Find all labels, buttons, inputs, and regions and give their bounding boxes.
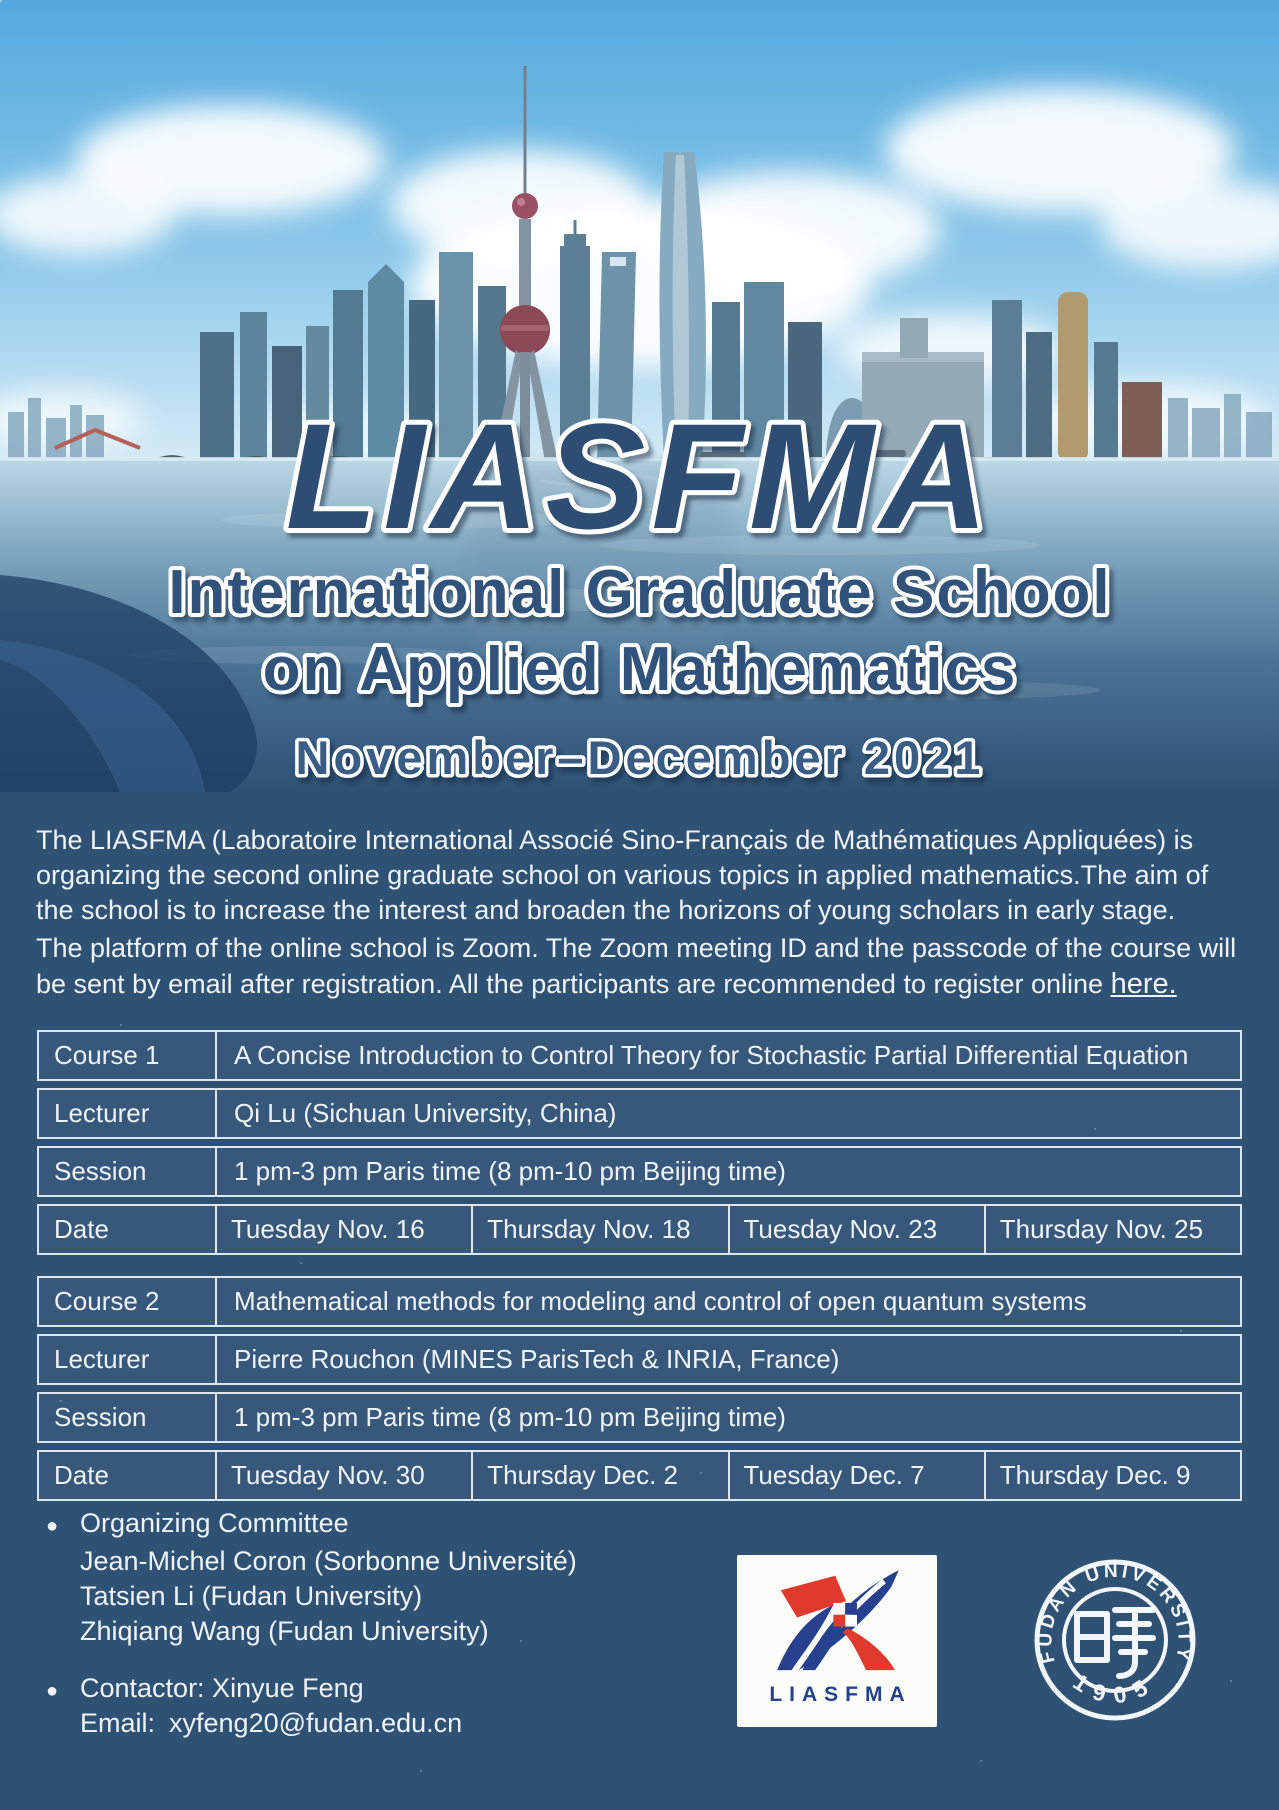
- fudan-university-seal: [1033, 1558, 1197, 1722]
- intro-paragraph-1: The LIASFMA (Laboratoire International Associé Sino-Français de Mathématiques Appliquées) is organizing the second online graduate school on various topics in applied mathematics.The aim of the school is to increase the interest and broaden the horizons of young scholars in early stage.: [36, 825, 1209, 925]
- lecturer-label: Lecturer: [39, 1090, 217, 1137]
- intro-paragraph-2: [36, 930, 1245, 1002]
- hero-image: [0, 0, 1279, 792]
- background-speckles: [0, 0, 2, 2]
- fudan-seal-year: 1905: [1068, 1668, 1162, 1709]
- table-row: [37, 1276, 1242, 1327]
- committee-member: Tatsien Li (Fudan University): [80, 1581, 423, 1611]
- lecturer-value: Pierre Rouchon (MINES ParisTech & INRIA, France): [234, 1344, 840, 1374]
- session-value: 1 pm-3 pm Paris time (8 pm-10 pm Beijing time): [234, 1156, 786, 1186]
- fudan-seal-icon: [1033, 1558, 1197, 1722]
- committee-heading: Organizing Committee: [80, 1508, 349, 1538]
- email-label: Email:: [80, 1708, 156, 1738]
- table-row: [37, 1334, 1242, 1385]
- date-cell: Thursday Dec. 9: [984, 1452, 1240, 1499]
- poster-dates-line: November–December 2021: [295, 731, 985, 784]
- fudan-seal-top-text: FUDAN UNIVERSITY: [1035, 1560, 1195, 1666]
- skyline-illustration: [0, 0, 1279, 792]
- svg-text:1905: [1068, 1668, 1161, 1708]
- session-value: 1 pm-3 pm Paris time (8 pm-10 pm Beijing time): [234, 1402, 786, 1432]
- fudan-seal-glyph: [1077, 1610, 1153, 1676]
- table-row: [37, 1030, 1242, 1081]
- course-label: Course 2: [39, 1278, 217, 1325]
- course-title: Mathematical methods for modeling and control of open quantum systems: [234, 1286, 1087, 1316]
- table-row-dates: [37, 1450, 1242, 1501]
- bullet-icon: ●: [46, 1680, 59, 1702]
- date-label: Date: [39, 1452, 217, 1499]
- session-label: Session: [39, 1394, 217, 1441]
- table-row: [37, 1088, 1242, 1139]
- poster-subtitle-line-2: on Applied Mathematics: [262, 635, 1018, 704]
- liasfma-wordmark: LIASFMA: [769, 1683, 912, 1706]
- bullet-icon: ●: [46, 1515, 59, 1537]
- committee-member: Zhiqiang Wang (Fudan University): [80, 1616, 489, 1646]
- poster-subtitle-line-1: International Graduate School: [168, 558, 1112, 627]
- date-label: Date: [39, 1206, 217, 1253]
- course-title: A Concise Introduction to Control Theory for Stochastic Partial Differential Equation: [234, 1040, 1189, 1070]
- table-row: [37, 1392, 1242, 1443]
- table-row-dates: [37, 1204, 1242, 1255]
- email-value[interactable]: xyfeng20@fudan.edu.cn: [169, 1708, 463, 1738]
- course-2-table: [37, 1276, 1242, 1508]
- date-cell: Tuesday Nov. 16: [231, 1214, 425, 1244]
- lecturer-label: Lecturer: [39, 1336, 217, 1383]
- date-cell: Tuesday Dec. 7: [728, 1452, 984, 1499]
- footer: [46, 1506, 666, 1741]
- course-label: Course 1: [39, 1032, 217, 1079]
- date-cell: Thursday Nov. 18: [471, 1206, 727, 1253]
- date-cell: Tuesday Nov. 30: [231, 1460, 425, 1490]
- svg-text:FUDAN UNIVERSITY: [1035, 1561, 1194, 1666]
- date-cell: Thursday Dec. 2: [471, 1452, 727, 1499]
- contact-block: [46, 1671, 666, 1741]
- contactor-line: Contactor: Xinyue Feng: [80, 1673, 364, 1703]
- table-row: [37, 1146, 1242, 1197]
- lecturer-value: Qi Lu (Sichuan University, China): [234, 1098, 617, 1128]
- date-cell: Thursday Nov. 25: [984, 1206, 1240, 1253]
- course-1-table: [37, 1030, 1242, 1262]
- organizing-committee: [46, 1506, 666, 1544]
- intro-paragraph-2-text: The platform of the online school is Zoom. The Zoom meeting ID and the passcode of the course will be sent by email after registration. All the participants are recommended to register online: [36, 933, 1237, 999]
- liasfma-logo-icon: [745, 1563, 929, 1681]
- session-label: Session: [39, 1148, 217, 1195]
- liasfma-logo: [737, 1555, 937, 1727]
- committee-member: Jean-Michel Coron (Sorbonne Université): [80, 1546, 577, 1576]
- date-cell: Tuesday Nov. 23: [728, 1206, 984, 1253]
- register-here-link[interactable]: here.: [1110, 968, 1177, 1000]
- poster-title: LIASFMA: [285, 392, 995, 560]
